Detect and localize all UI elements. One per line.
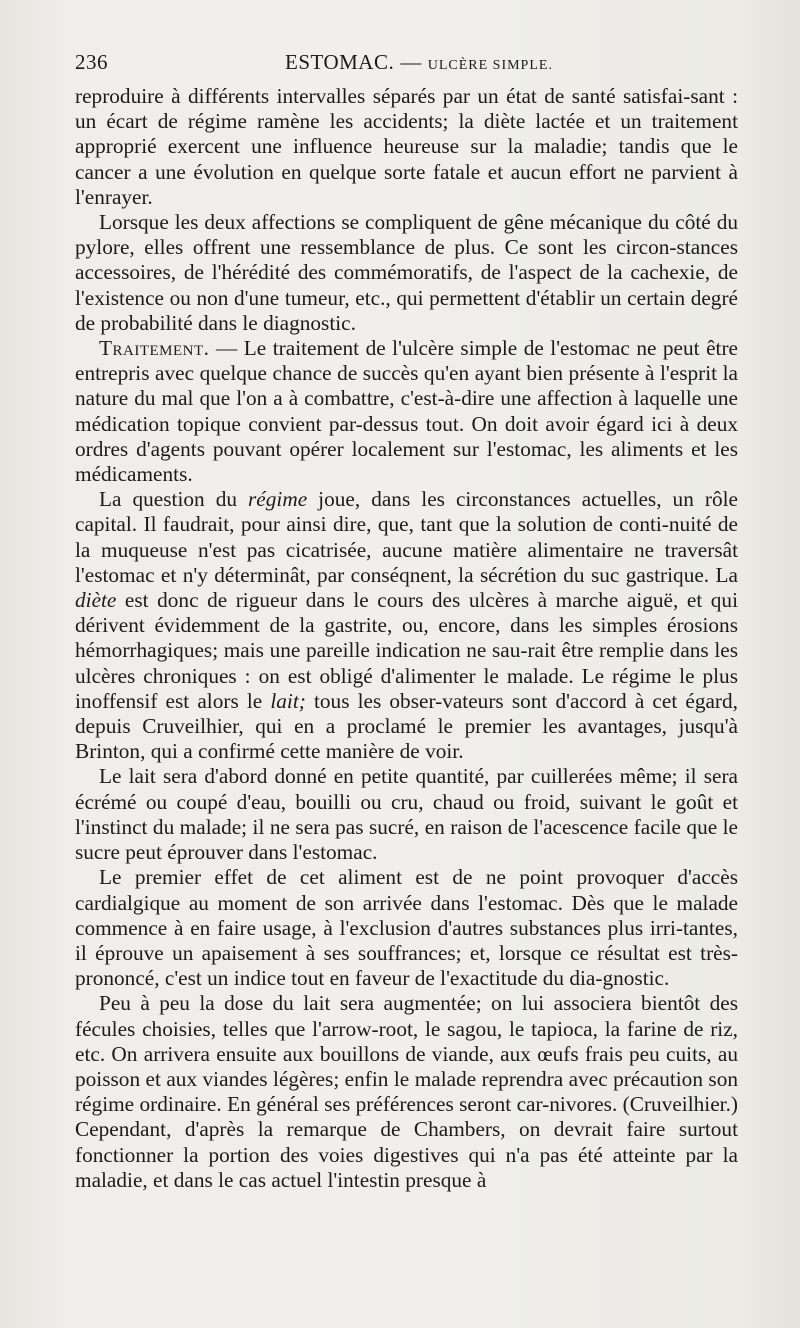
regime-text-c: est donc de rigueur dans le cours des ulcères à marche aiguë, et qui dérivent évidemment de la gastrite, ou, encore, dans les simples érosions hémorrhagiques; mais une pareille indication ne sau-rait être remplie dans les ulcères chroniques : on est obligé d'alimenter le malade. Le régime le plus inoffensif est alors le xyxy=(75,588,738,713)
body-text xyxy=(75,84,738,1193)
paragraph-milk: Le lait sera d'abord donné en petite quantité, par cuillerées même; il sera écrémé ou coupé d'eau, bouilli ou cru, chaud ou froid, suivant le goût et l'instinct du malade; il ne sera pas sucré, en raison de l'acescence facile que le sucre peut éprouver dans l'estomac. xyxy=(75,764,738,865)
section-subtitle: ULCÈRE SIMPLE. xyxy=(427,58,553,73)
regime-italic-regime: régime xyxy=(248,487,308,512)
section-lead-traitement: Traitement. xyxy=(99,336,210,361)
regime-text-a: La question du xyxy=(99,487,249,512)
regime-italic-diete: diète xyxy=(75,588,117,613)
regime-text-b: joue, dans les circonstances actuelles, un rôle capital. Il faudrait, pour ainsi dire, que, tant que la solution de conti-nuité de la muqueuse n'est pas cicatrisée, aucune matière alimentaire ne traversât l'estomac et n'y déterminât, par conséqnent, la sécrétion du suc gastrique. La xyxy=(75,487,738,587)
paragraph-first-effect: Le premier effet de cet aliment est de ne point provoquer d'accès cardialgique au moment de son arrivée dans l'estomac. Dès que le malade commence à en faire usage, à l'exclusion d'autres substances plus irri-tantes, il éprouve un apaisement à ses souffrances; et, lorsque ce résultat est très-prononcé, c'est un indice tout en faveur de l'exactitude du dia-gnostic. xyxy=(75,865,738,991)
page-number: 236 xyxy=(75,50,108,74)
chapter-title: ESTOMAC. xyxy=(285,50,395,74)
regime-text-d: tous les obser-vateurs sont d'accord à cet égard, depuis Cruveilhier, qui en a proclamé le premier les avantages, jusqu'à Brinton, qui a confirmé cette manière de voir. xyxy=(75,688,738,764)
title-separator: — xyxy=(400,50,422,74)
paragraph-regime xyxy=(75,487,738,764)
paragraph-progression: Peu à peu la dose du lait sera augmentée; on lui associera bientôt des fécules choisies, telles que l'arrow-root, le sagou, le tapioca, la farine de riz, etc. On arrivera ensuite aux bouillons de viande, aux œufs frais peu cuits, au poisson et aux viandes légères; enfin le malade reprendra avec précaution son régime ordinaire. En général ses préférences seront car-nivores. (Cruveilhier.) Cependant, d'après la remarque de Chambers, on devrait faire surtout fonctionner la portion des voies digestives qui n'a pas été atteinte par la maladie, et dans le cas actuel l'intestin presque à xyxy=(75,991,738,1192)
paragraph-treatment xyxy=(75,336,738,487)
running-head xyxy=(75,40,738,74)
regime-italic-lait: lait; xyxy=(270,688,306,713)
paragraph-differential: Lorsque les deux affections se compliquent de gêne mécanique du côté du pylore, elles offrent une ressemblance de plus. Ce sont les circon-stances accessoires, de l'hérédité des commémoratifs, de l'aspect de la cachexie, de l'existence ou non d'une tumeur, etc., qui permettent d'établir un certain degré de probabilité dans le diagnostic. xyxy=(75,210,738,335)
paragraph-continuation: reproduire à différents intervalles séparés par un état de santé satisfai-sant : un écart de régime ramène les accidents; la diète lactée et un traitement approprié exercent une influence heureuse sur la maladie; tandis que le cancer a une évolution en quelque sorte fatale et aucun effort ne parvient à l'enrayer. xyxy=(75,84,738,209)
paragraph-treatment-text: — Le traitement de l'ulcère simple de l'estomac ne peut être entrepris avec quelque chance de succès qu'en ayant bien présente à l'esprit la nature du mal que l'on a à combattre, c'est-à-dire une affection à laquelle une médication topique convient par-dessus tout. On doit avoir égard ici à deux ordres d'agents pouvant opérer localement sur l'estomac, les aliments et les médicaments. xyxy=(75,336,738,487)
running-title xyxy=(285,50,553,75)
